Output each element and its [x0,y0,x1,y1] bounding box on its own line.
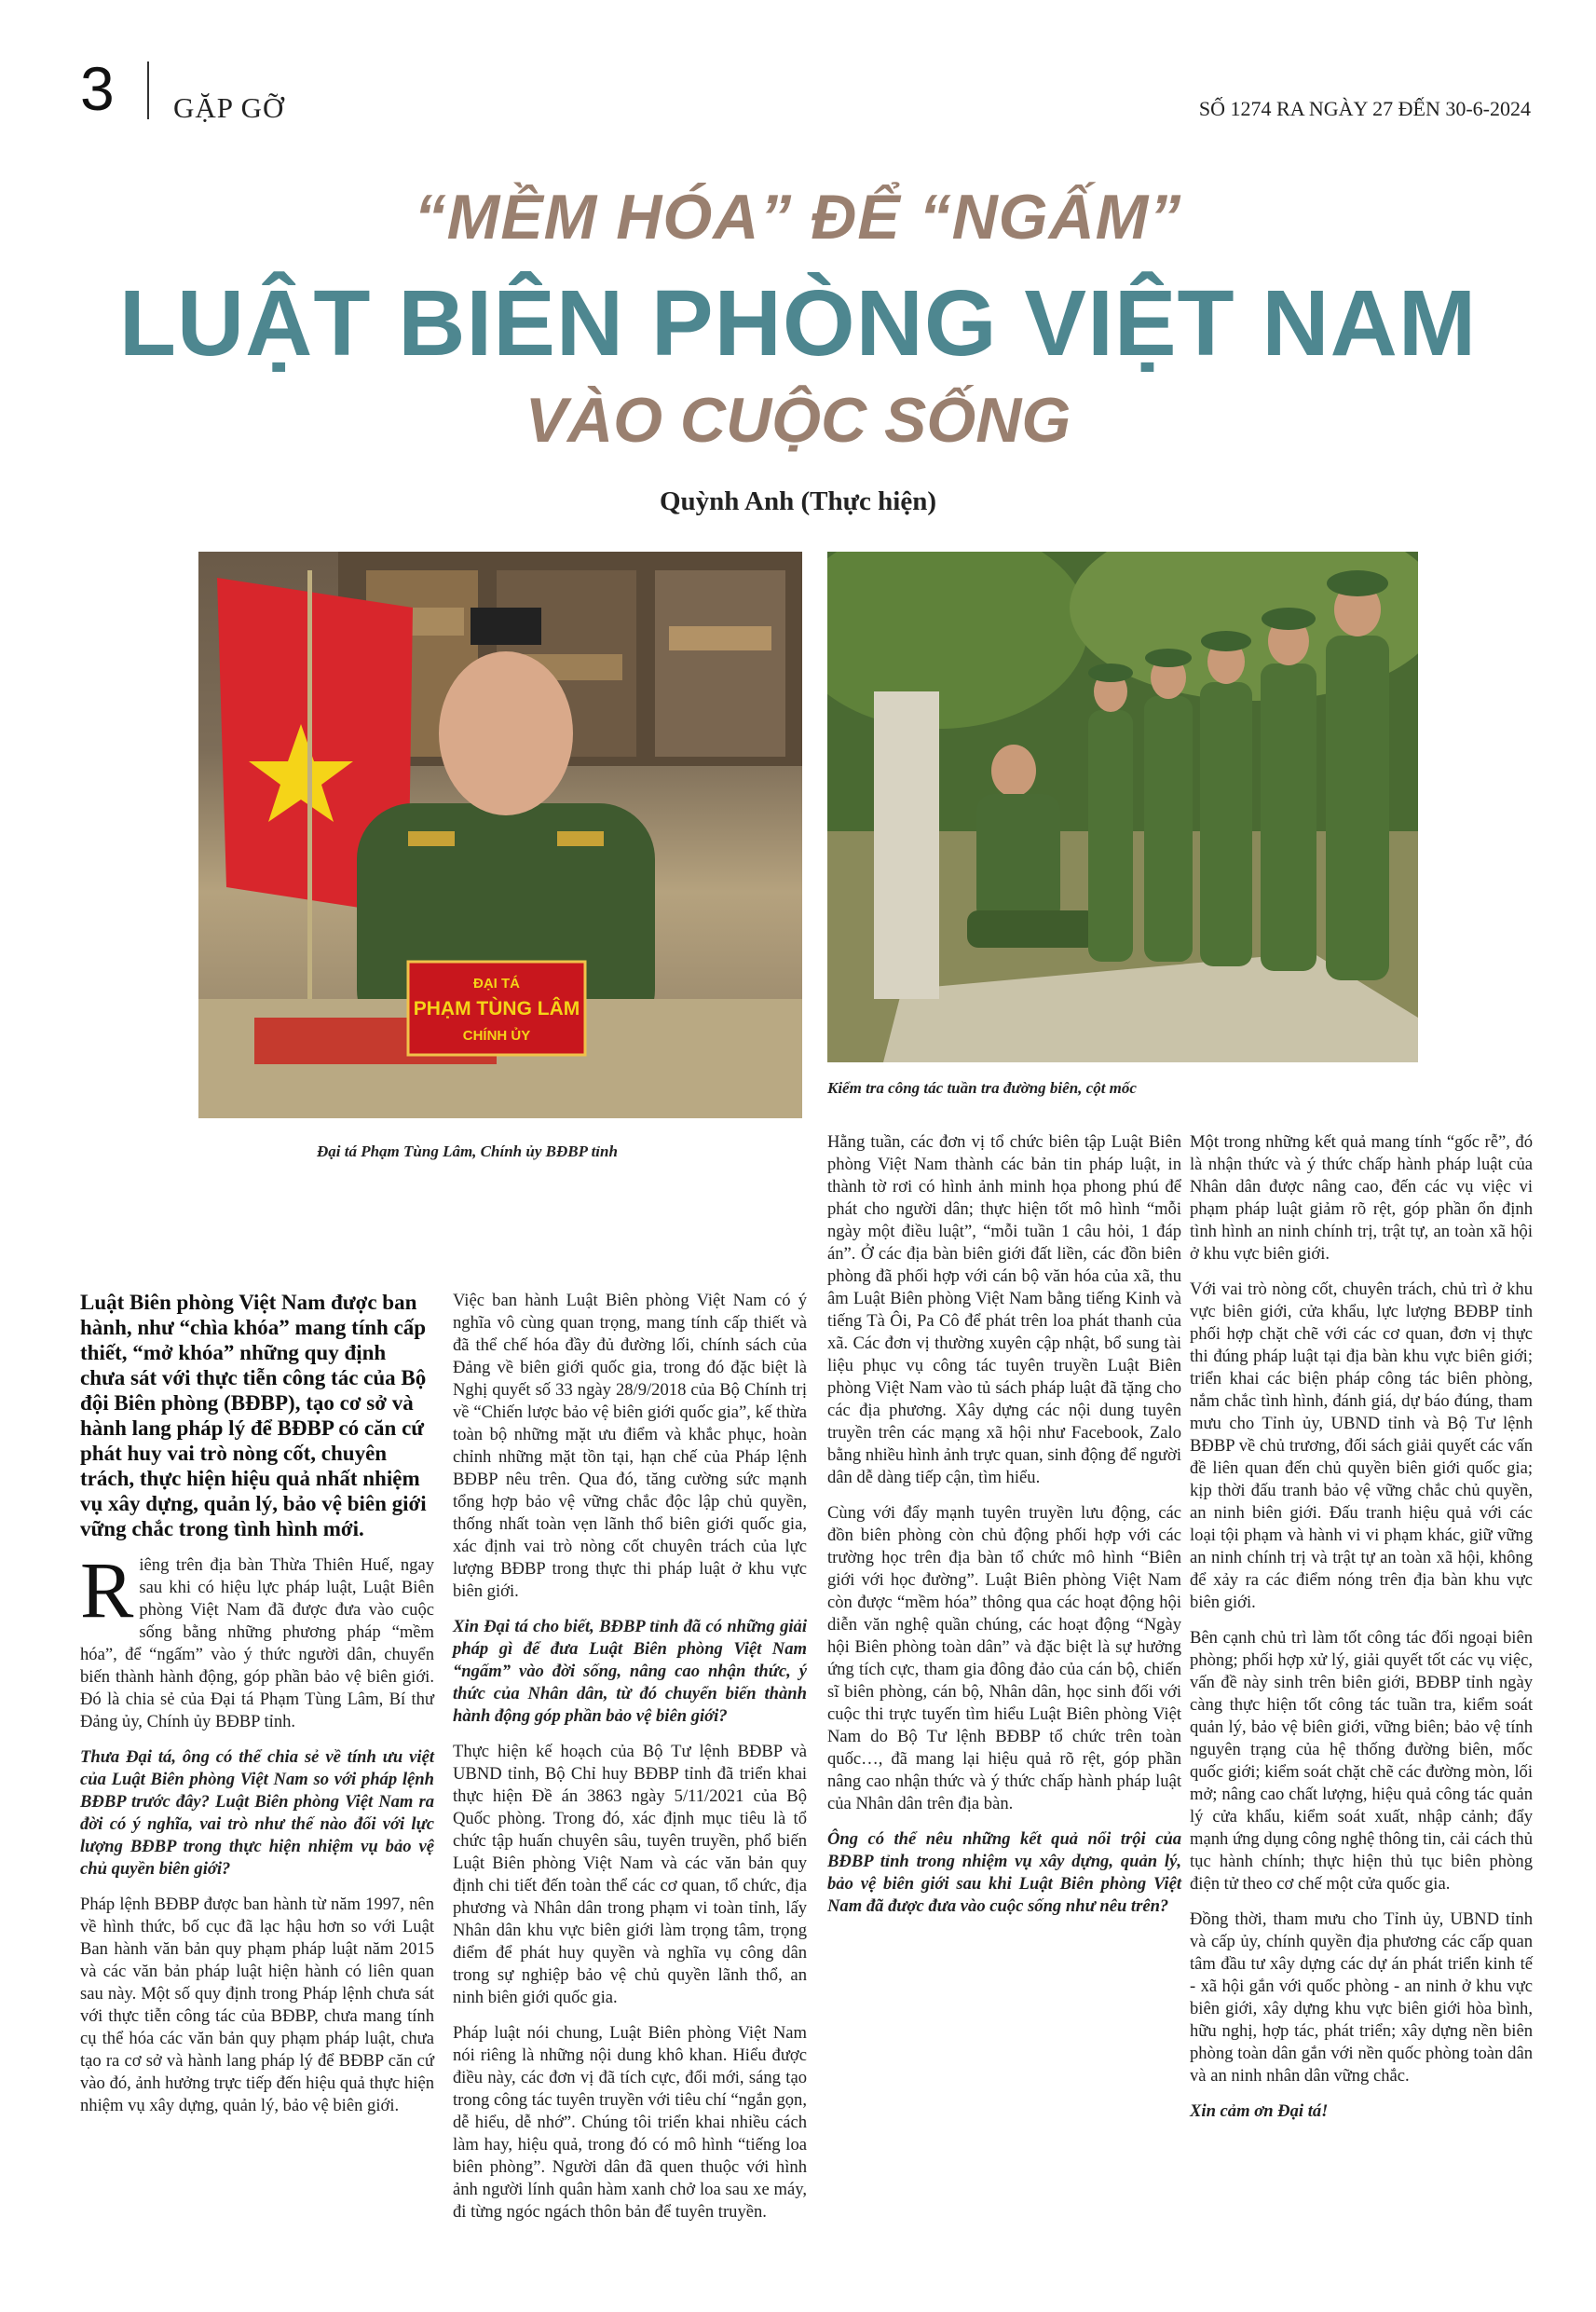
photo1-caption: Đại tá Phạm Tùng Lâm, Chính ủy BĐBP tỉnh [317,1142,618,1160]
nameplate-name: PHẠM TÙNG LÂM [413,998,580,1019]
answer-2-paragraph-1: Thực hiện kế hoạch của Bộ Tư lệnh BĐBP và UBND tỉnh, Bộ Chỉ huy BĐBP tỉnh đã triển khai thực hiện Đề án 3863 ngày 5/11/2021 của Bộ Quốc phòng. Trong đó, xác định mục tiêu là tổ chức tập huấn chuyên sâu, tuyên truyền, phổ biến Luật Biên phòng Việt Nam và các văn bản quy định chi tiết đến toàn thể các cơ quan, tổ chức, địa phương và Nhân dân trong phạm vi toàn tỉnh, lấy Nhân dân khu vực biên giới làm trọng tâm, trọng điểm để phát huy quyền và nghĩa vụ công dân trong sự nghiệp bảo vệ chủ quyền lãnh thổ, an ninh biên giới quốc gia. [453,1742,807,2007]
answer-3-paragraph-1: Một trong những kết quả mang tính “gốc rễ”, đó là nhận thức và ý thức chấp hành pháp luật của Nhân dân được nâng cao, đến các vụ việc vi phạm pháp luật giảm rõ rệt, góp phần ổn định tình hình an ninh chính trị, trật tự, an toàn xã hội ở khu vực biên giới. [1190,1132,1533,1264]
article-intro-text: iêng trên địa bàn Thừa Thiên Huế, ngay sau khi có hiệu lực pháp luật, Luật Biên phòng Việt Nam đã được đưa vào cuộc sống bằng những phương pháp “mềm hóa”, để “ngấm” vào ý thức người dân, chuyển biến thành hành động, góp phần bảo vệ biên giới. Đó là chia sẻ của Đại tá Phạm Tùng Lâm, Bí thư Đảng ủy, Chính ủy BĐBP tỉnh. [80,1555,434,1731]
section-name: GẶP GỠ [173,91,285,124]
title-line-3: VÀO CUỘC SỐNG [525,385,1071,456]
officer-portrait-illustration [198,552,802,1118]
answer-3-paragraph-3: Bên cạnh chủ trì làm tốt công tác đối ngoại biên phòng; phối hợp xử lý, giải quyết tốt các vụ việc, vấn đề này sinh trên biên giới, BĐBP tỉnh ngày càng thực hiện tốt công tác tuần tra, kiểm soát quản lý, bảo vệ biên giới, vững biên; bảo vệ tính nguyên trạng của hệ thống đường biên, mốc quốc giới; kiểm soát chặt chẽ các đường mòn, lối mở; nâng cao chất lượng, hiệu quả công tác quản lý cửa khẩu, kiểm soát xuất, nhập cảnh; đẩy mạnh ứng dụng công nghệ thông tin, cải cách thủ tục hành chính; thực hiện thủ tục biên phòng điện tử theo cơ chế một cửa quốc gia. [1190,1628,1533,1894]
article-column-1 [80,1290,434,2130]
article-intro [80,1545,434,1733]
question-3: Ông có thể nêu những kết quả nổi trội của BĐBP tỉnh trong nhiệm vụ xây dựng, quản lý, bảo vệ biên giới sau khi Luật Biên phòng Việt Nam đã được đưa vào cuộc sống như nêu trên? [827,1829,1181,1916]
answer-2-paragraph-3: Hằng tuần, các đơn vị tổ chức biên tập Luật Biên phòng Việt Nam thành các bản tin pháp luật, in thành tờ rơi có hình ảnh minh họa phong phú để phát cho người dân; thực hiện tốt mô hình “mỗi ngày một điều luật”, “mỗi tuần 1 câu hỏi, 1 đáp án”. Ở các địa bàn biên giới đất liền, các đồn biên phòng đã phối hợp với cán bộ văn hóa của xã, thu âm Luật Biên phòng Việt Nam bằng tiếng Kinh và tiếng Tà Ôi, Pa Cô để phát trên loa phát thanh của xã. Các đơn vị thường xuyên cập nhật, bổ sung tài liệu phục vụ công tác tuyên truyền Luật Biên phòng Việt Nam vào tủ sách pháp luật đã tặng cho các địa phương. Xây dựng các nội dung tuyên truyền trên các mạng xã hội như Facebook, Zalo bằng nhiều hình ảnh trực quan, sinh động để người dân dễ dàng tiếp cận, tìm hiểu. [827,1132,1181,1487]
article-lead: Luật Biên phòng Việt Nam được ban hành, như “chìa khóa” mang tính cấp thiết, “mở khóa” những quy định chưa sát với thực tiễn công tác của Bộ đội Biên phòng (BĐBP), tạo cơ sở và hành lang pháp lý để BĐBP có căn cứ phát huy vai trò nòng cốt, chuyên trách, thực hiện hiệu quả nhất nhiệm vụ xây dựng, quản lý, bảo vệ biên giới vững chắc trong tình hình mới. [80,1291,427,1540]
article-column-4 [1190,1131,1533,2136]
border-patrol-photo [827,552,1418,1062]
article-column-3 [827,1131,1181,1931]
byline: Quỳnh Anh (Thực hiện) [659,486,937,516]
answer-2-paragraph-4: Cùng với đẩy mạnh tuyên truyền lưu động, các đồn biên phòng còn chủ động phối hợp với các trường học trên địa bàn tổ chức mô hình “Biên giới với học đường”. Luật Biên phòng Việt Nam còn được “mềm hóa” thông qua các hoạt động hội diễn văn nghệ quần chúng, các hoạt động “Ngày hội Biên phòng toàn dân” và đặc biệt là sự hưởng ứng tích cực, tham gia đông đảo của cán bộ, chiến sĩ biên phòng, cán bộ, Nhân dân, học sinh đối với cuộc thi trực tuyến tìm hiểu Luật Biên phòng Việt Nam do Bộ Tư lệnh BĐBP tổ chức trên toàn quốc…, đã mang lại hiệu quả rõ rệt, góp phần nâng cao nhận thức và ý thức chấp hành pháp luật của Nhân dân trên địa bàn. [827,1503,1181,1813]
header-divider [147,62,149,119]
question-2: Xin Đại tá cho biết, BĐBP tỉnh đã có những giải pháp gì để đưa Luật Biên phòng Việt Nam “ngấm” vào đời sống, nâng cao nhận thức, ý thức của Nhân dân, từ đó chuyển biến thành hành động góp phần bảo vệ biên giới? [453,1617,807,1726]
issue-info: SỐ 1274 RA NGÀY 27 ĐẾN 30-6-2024 [1198,97,1531,120]
answer-3-paragraph-4: Đồng thời, tham mưu cho Tỉnh ủy, UBND tỉnh và cấp ủy, chính quyền địa phương các cấp quan tâm đầu tư xây dựng các dự án phát triển kinh tế - xã hội gắn với quốc phòng - an ninh ở khu vực biên giới, xây dựng khu vực biên giới hòa bình, hữu nghị, hợp tác, phát triển; xây dựng nền biên phòng toàn dân gắn với nền quốc phòng toàn dân và an ninh nhân dân vững chắc. [1190,1909,1533,2086]
answer-2-paragraph-2: Pháp luật nói chung, Luật Biên phòng Việt Nam nói riêng là những nội dung khô khan. Hiểu được điều này, các đơn vị đã tích cực, đổi mới, sáng tạo trong công tác tuyên truyền với tiêu chí “ngắn gọn, dễ hiểu, dễ nhớ”. Chúng tôi triển khai nhiều cách làm hay, hiệu quả, trong đó có mô hình “tiếng loa biên phòng”. Người dân đã quen thuộc với hình ảnh người lính quân hàm xanh chở loa sau xe máy, đi từng ngóc ngách thôn bản để tuyên truyền. [453,2023,807,2222]
title-line-2: LUẬT BIÊN PHÒNG VIỆT NAM [118,271,1478,376]
answer-1-paragraph-2: Việc ban hành Luật Biên phòng Việt Nam có ý nghĩa vô cùng quan trọng, mang tính cấp thiết và đã thể chế hóa đầy đủ đường lối, chính sách của Đảng về biên giới quốc gia, trong đó đặc biệt là Nghị quyết số 33 ngày 28/9/2018 của Bộ Chính trị về “Chiến lược bảo vệ biên giới quốc gia”, kế thừa toàn bộ những mặt ưu điểm và khắc phục, hoàn chỉnh những mặt tồn tại, hạn chế của Pháp lệnh BĐBP nêu trên. Qua đó, tăng cường sức mạnh tổng hợp bảo vệ vững chắc độc lập chủ quyền, thống nhất toàn vẹn lãnh thổ biên giới quốc gia, xác định vai trò nòng cốt chuyên trách của lực lượng BĐBP trong thực thi pháp luật ở khu vực biên giới. [453,1291,807,1601]
officer-portrait-photo [198,552,802,1118]
page-number: 3 [80,54,115,123]
answer-3-paragraph-2: Với vai trò nòng cốt, chuyên trách, chủ trì ở khu vực biên giới, cửa khẩu, lực lượng BĐBP tỉnh phối hợp chặt chẽ với các cơ quan, đơn vị thực thi đúng pháp luật tại địa bàn khu vực biên giới; triển khai các biện pháp công tác biên phòng, nắm chắc tình hình, đánh giá, dự báo đúng, tham mưu cho Tỉnh ủy, UBND tỉnh và Bộ Tư lệnh BĐBP về chủ trương, đối sách giải quyết các vấn đề liên quan đến chủ quyền biên giới quốc gia; kịp thời đấu tranh bảo vệ vững chắc chủ quyền, an ninh biên giới. Đấu tranh hiệu quả với các loại tội phạm và hành vi vi phạm khác, giữ vững an ninh chính trị và trật tự an toàn xã hội, không để xảy ra các điểm nóng trên địa bàn khu vực biên giới. [1190,1279,1533,1612]
article-column-2 [453,1290,807,2237]
drop-cap: R [80,1545,134,1635]
question-1: Thưa Đại tá, ông có thể chia sẻ về tính ưu việt của Luật Biên phòng Việt Nam so với pháp lệnh BĐBP trước đây? Luật Biên phòng Việt Nam ra đời có ý nghĩa, vai trò như thế nào đối với lực lượng BĐBP trong thực hiện nhiệm vụ bảo vệ chủ quyền biên giới? [80,1747,434,1879]
nameplate-title: CHÍNH ỦY [462,1028,531,1044]
border-marker [874,691,939,999]
photo2-caption: Kiểm tra công tác tuần tra đường biên, cột mốc [827,1079,1137,1097]
answer-1-paragraph-1: Pháp lệnh BĐBP được ban hành từ năm 1997, nên về hình thức, bố cục đã lạc hậu hơn so với Luật Ban hành văn bản quy phạm pháp luật năm 2015 và các văn bản pháp luật hiện hành có liên quan sau này. Một số quy định trong Pháp lệnh chưa sát với thực tiễn công tác của BĐBP, chưa mang tính cụ thể hóa các văn bản quy phạm pháp luật, chưa tạo ra cơ sở và hành lang pháp lý để BĐBP căn cứ vào đó, ảnh hưởng trực tiếp đến hiệu quả thực hiện nhiệm vụ xây dựng, quản lý, bảo vệ biên giới. [80,1895,434,2115]
border-patrol-illustration [827,552,1418,1062]
title-line-1: “MỀM HÓA” ĐỂ “NGẤM” [414,182,1182,253]
closing-thanks: Xin cảm ơn Đại tá! [1190,2101,1329,2121]
nameplate-rank: ĐẠI TÁ [473,976,520,992]
